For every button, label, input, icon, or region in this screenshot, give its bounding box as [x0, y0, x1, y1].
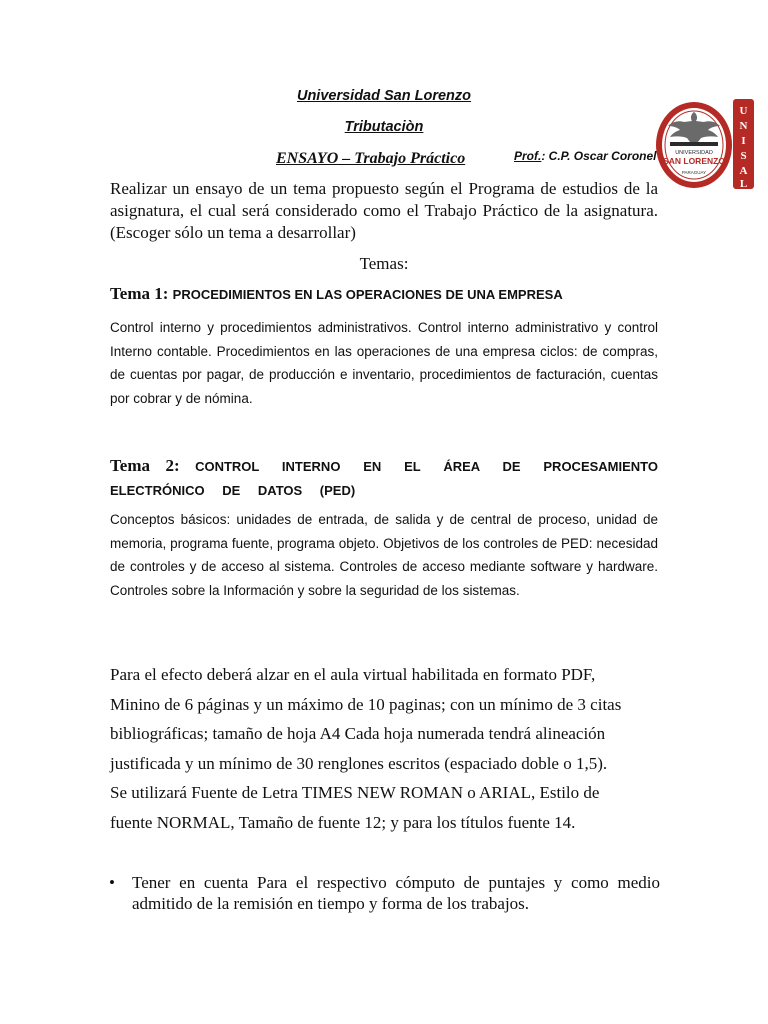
tema2-title: CONTROL INTERNO EN EL ÁREA DE PROCESAMIENTO ELECTRÓNICO DE DATOS (PED)	[110, 459, 658, 498]
logo-letter: I	[741, 135, 746, 147]
professor-line	[514, 149, 657, 163]
tema1-title: PROCEDIMIENTOS EN LAS OPERACIONES DE UNA EMPRESA	[172, 287, 563, 302]
bullet-dot-icon: •	[109, 873, 115, 892]
logo-letter: N	[739, 120, 748, 132]
temas-heading: Temas:	[359, 254, 409, 273]
logo-letter: L	[739, 178, 748, 190]
logo-letter: A	[739, 165, 748, 177]
logo-line1: UNIVERSIDAD	[675, 150, 713, 156]
instruction-line: bibliográficas; tamaño de hoja A4 Cada hoja numerada tendrá alineación	[110, 724, 606, 743]
instruction-line: Se utilizará Fuente de Letra TIMES NEW ROMAN o ARIAL, Estilo de	[110, 783, 600, 802]
course-name: Tributaciòn	[344, 119, 424, 135]
prof-name: : C.P. Oscar Coronel	[541, 149, 657, 163]
tema1-body: Control interno y procedimientos administrativos. Control interno administrativo y control Interno contable. Procedimientos en las operaciones de una empresa ciclos: de compras, de cuentas por pagar, de producción e inventario, procedimientos de facturación, cuentas por cobrar y de nómina.	[110, 320, 658, 406]
university-name: Universidad San Lorenzo	[296, 88, 472, 104]
tema1-label: Tema 1:	[110, 284, 173, 303]
logo-line2: SAN LORENZO	[663, 156, 725, 166]
instruction-line: Para el efecto deberá alzar en el aula virtual habilitada en formato PDF,	[110, 665, 596, 684]
bullet-text: Tener en cuenta Para el respectivo cómputo de puntajes y como medio admitido de la remisión en tiempo y forma de los trabajos.	[132, 873, 660, 913]
instruction-line: Minino de 6 páginas y un máximo de 10 paginas; con un mínimo de 3 citas	[110, 694, 622, 714]
logo-line3: PARAGUAY	[681, 170, 707, 175]
university-logo	[654, 98, 758, 192]
bullet-item	[109, 872, 660, 914]
tema1-heading	[110, 284, 658, 304]
intro-paragraph: Realizar un ensayo de un tema propuesto según el Programa de estudios de la asignatura, el cual será considerado como el Trabajo Práctico de la asignatura. (Escoger sólo un tema a desarrollar)	[110, 179, 658, 242]
tema2-label: Tema 2:	[110, 456, 196, 475]
essay-title: ENSAYO – Trabajo Práctico	[276, 150, 466, 167]
instruction-line: justificada y un mínimo de 30 renglones escritos (espaciado doble o 1,5).	[110, 753, 608, 773]
instruction-line: fuente NORMAL, Tamaño de fuente 12; y para los títulos fuente 14.	[110, 812, 576, 832]
logo-letter: U	[739, 105, 748, 117]
tema2-body: Conceptos básicos: unidades de entrada, de salida y de central de proceso, unidad de memoria, programa fuente, programa objeto. Objetivos de los controles de PED: necesidad de controles y de acceso al sistema. Controles de acceso mediante software y hardware. Controles sobre la Información y sobre la seguridad de los sistemas.	[110, 512, 658, 598]
logo-letter: S	[740, 150, 747, 162]
tema2-heading	[110, 454, 658, 503]
instructions-paragraph	[110, 660, 658, 837]
prof-label: Prof.	[514, 149, 542, 163]
